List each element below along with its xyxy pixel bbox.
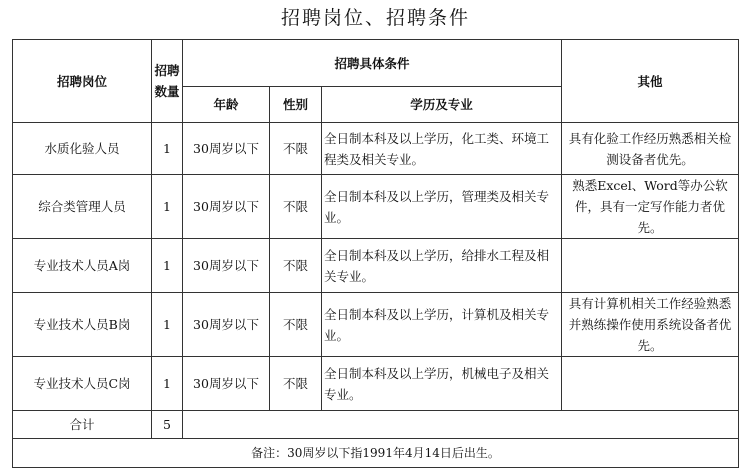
cell-age: 30周岁以下 <box>183 293 270 357</box>
cell-education: 全日制本科及以上学历，机械电子及相关专业。 <box>322 357 562 411</box>
cell-education: 全日制本科及以上学历，化工类、环境工程类及相关专业。 <box>322 123 562 175</box>
page-title: 招聘岗位、招聘条件 <box>280 7 470 29</box>
header-position: 招聘岗位 <box>13 40 152 123</box>
cell-position: 专业技术人员C岗 <box>13 357 152 411</box>
cell-count: 1 <box>152 239 183 293</box>
cell-other: 熟悉Excel、Word等办公软件，具有一定写作能力者优先。 <box>562 175 739 239</box>
cell-position: 综合类管理人员 <box>13 175 152 239</box>
header-gender: 性别 <box>270 87 322 123</box>
total-row <box>13 411 739 439</box>
cell-position: 专业技术人员B岗 <box>13 293 152 357</box>
cell-count: 1 <box>152 293 183 357</box>
cell-gender: 不限 <box>270 357 322 411</box>
cell-gender: 不限 <box>270 175 322 239</box>
footnote: 备注：30周岁以下指1991年4月14日后出生。 <box>13 439 739 468</box>
cell-age: 30周岁以下 <box>183 357 270 411</box>
cell-education: 全日制本科及以上学历，管理类及相关专业。 <box>322 175 562 239</box>
cell-age: 30周岁以下 <box>183 175 270 239</box>
table-row <box>13 175 739 239</box>
header-education: 学历及专业 <box>322 87 562 123</box>
cell-other <box>562 239 739 293</box>
cell-count: 1 <box>152 175 183 239</box>
cell-age: 30周岁以下 <box>183 123 270 175</box>
cell-other <box>562 357 739 411</box>
header-other: 其他 <box>562 40 739 123</box>
cell-other: 具有计算机相关工作经验熟悉并熟练操作使用系统设备者优先。 <box>562 293 739 357</box>
cell-education: 全日制本科及以上学历，给排水工程及相关专业。 <box>322 239 562 293</box>
total-count: 5 <box>152 411 183 439</box>
cell-position: 专业技术人员A岗 <box>13 239 152 293</box>
cell-count: 1 <box>152 123 183 175</box>
cell-gender: 不限 <box>270 123 322 175</box>
recruitment-table <box>12 39 739 468</box>
header-age: 年龄 <box>183 87 270 123</box>
total-label: 合计 <box>13 411 152 439</box>
table-row <box>13 357 739 411</box>
cell-position: 水质化验人员 <box>13 123 152 175</box>
note-row <box>13 439 739 468</box>
total-empty-cell <box>183 411 739 439</box>
header-conditions: 招聘具体条件 <box>183 40 562 87</box>
cell-other: 具有化验工作经历熟悉相关检测设备者优先。 <box>562 123 739 175</box>
cell-gender: 不限 <box>270 239 322 293</box>
table-row <box>13 123 739 175</box>
cell-gender: 不限 <box>270 293 322 357</box>
cell-education: 全日制本科及以上学历，计算机及相关专业。 <box>322 293 562 357</box>
cell-count: 1 <box>152 357 183 411</box>
header-count: 招聘数量 <box>152 40 183 123</box>
cell-age: 30周岁以下 <box>183 239 270 293</box>
table-row <box>13 293 739 357</box>
table-row <box>13 239 739 293</box>
